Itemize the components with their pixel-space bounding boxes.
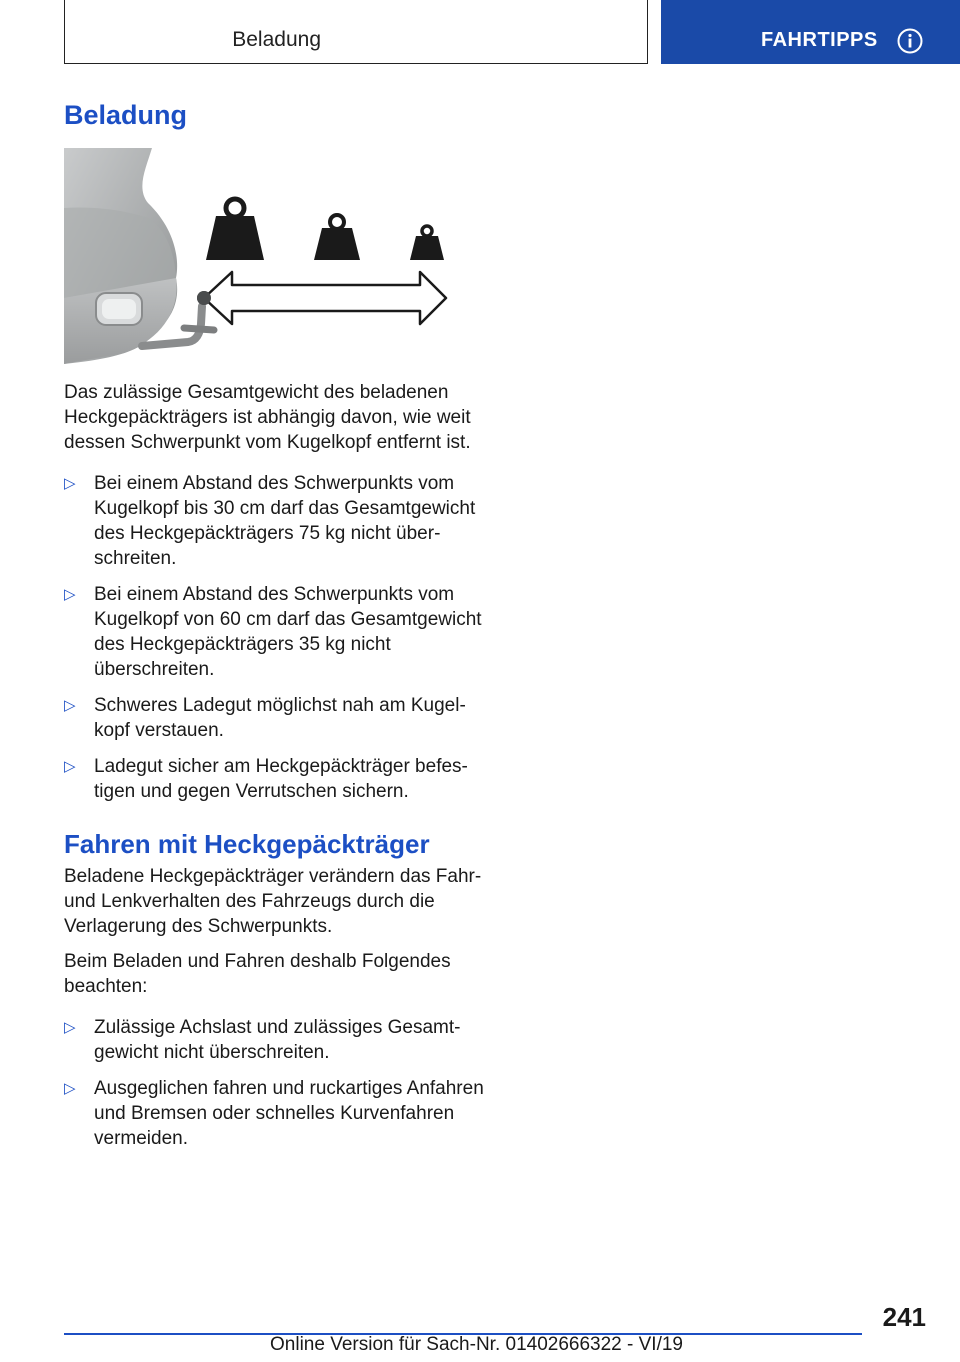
weight-icon-medium [314, 215, 360, 260]
page-number: 241 [882, 1302, 926, 1332]
list-item: ▷ Bei einem Abstand des Schwerpunkts vom Kugelkopf von 60 cm darf das Gesamtgewicht des Heckgepäckträgers 35 kg nicht überschreiten. [64, 584, 482, 680]
list-item: ▷ Ausgeglichen fahren und ruckartiges Anfahren und Bremsen oder schnelles Kurvenfahren vermeiden. [64, 1078, 484, 1149]
double-arrow-icon [197, 272, 446, 324]
section2-paragraph-1: Beladene Heckgepäckträger verändern das Fahr- und Lenkverhalten des Fahrzeugs durch die Verlagerung des Schwerpunkts. [64, 866, 482, 937]
footer-version: Online Version für Sach-Nr. 01402666322 - VI/19 [270, 1334, 683, 1355]
bullet-triangle-icon: ▷ [64, 758, 76, 775]
bullet-triangle-icon: ▷ [64, 1019, 76, 1036]
list-item: ▷ Zulässige Achslast und zulässiges Gesamtgewicht nicht überschreiten. [64, 1017, 461, 1063]
bullet-triangle-icon: ▷ [64, 1080, 76, 1097]
figure-trailer-hitch-load [64, 148, 448, 364]
weight-icon-small [410, 226, 444, 260]
list-item: ▷ Ladegut sicher am Heckgepäckträger befestigen und gegen Verrutschen sichern. [64, 756, 468, 802]
list-item: ▷ Schweres Ladegut möglichst nah am Kugelkopf verstauen. [64, 695, 466, 741]
main-content [64, 380, 484, 1167]
intro-paragraph: Das zulässige Gesamtgewicht des beladenen Heckgepäckträgers ist abhängig davon, wie weit dessen Schwerpunkt vom Kugelkopf entfernt ist. [64, 382, 471, 453]
weight-icon-large [206, 199, 264, 260]
bullet-triangle-icon: ▷ [64, 586, 76, 603]
list-item: ▷ Bei einem Abstand des Schwerpunkts vom Kugelkopf bis 30 cm darf das Gesamtgewicht des Heckgepäckträgers 75 kg nicht überschreiten. [64, 473, 476, 569]
chapter-label: FAHRTIPPS [761, 29, 878, 51]
page-title: Beladung [64, 100, 188, 130]
chapter-tab[interactable] [661, 0, 960, 64]
driving-rules-list [64, 1015, 484, 1151]
header-section-box [64, 0, 648, 64]
section-heading-driving: Fahren mit Heckgepäckträger [64, 829, 430, 859]
load-rules-list [64, 471, 484, 804]
info-icon[interactable] [897, 28, 923, 54]
car-rear [64, 148, 177, 364]
bullet-triangle-icon: ▷ [64, 697, 76, 714]
bullet-triangle-icon: ▷ [64, 475, 76, 492]
header-section-title: Beladung [232, 28, 321, 51]
section2-paragraph-2: Beim Beladen und Fahren deshalb Folgendes beachten: [64, 951, 451, 997]
